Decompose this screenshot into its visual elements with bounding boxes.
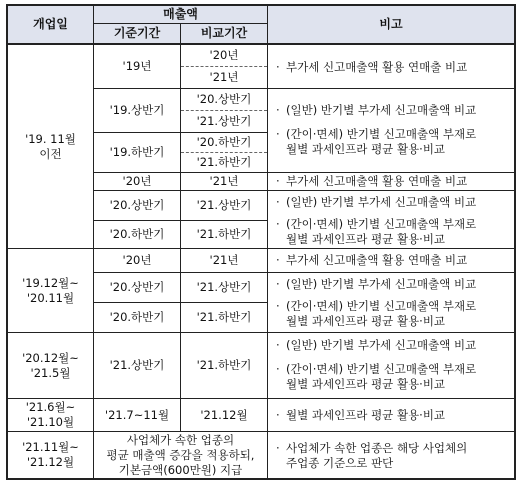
remark-text: 부가세 신고매출액 활용 연매출 비교 <box>286 60 468 74</box>
bullet: · <box>276 362 280 376</box>
compare-period-cell: '21.하반기 <box>196 155 252 169</box>
compare-period-cell: '20.상반기 <box>196 92 252 106</box>
remark-text: (간이·면세) 반기별 신고매출액 부재로 월별 과세인프라 평균 활용·비교 <box>286 217 477 246</box>
remark-text: (일반) 반기별 부가세 신고매출액 비교 <box>286 103 477 117</box>
bullet: · <box>276 174 280 188</box>
remark-item <box>276 362 476 392</box>
base-period-cell: '20년 <box>122 253 152 267</box>
bullet: · <box>276 441 280 455</box>
remark-item <box>276 103 476 118</box>
bullet: · <box>276 408 280 422</box>
remark-item <box>276 441 467 471</box>
compare-period-cell: '21.상반기 <box>196 114 252 128</box>
remark-item <box>276 174 467 189</box>
bullet: · <box>276 127 280 141</box>
header-open-date: 개업일 <box>33 17 68 31</box>
remark-item <box>276 277 476 292</box>
compare-period-cell: '21.하반기 <box>196 358 252 372</box>
bullet: · <box>276 338 280 352</box>
bullet: · <box>276 195 280 209</box>
remark-item <box>276 217 476 247</box>
bullet: · <box>276 217 280 231</box>
compare-period-cell: '21.하반기 <box>196 227 252 241</box>
compare-period-cell: '21년 <box>209 70 239 84</box>
open-date-group: '21.6월~ '21.10월 <box>25 400 76 429</box>
bullet: · <box>276 299 280 313</box>
base-period-cell: '20.하반기 <box>109 227 165 241</box>
remark-text: 월별 과세인프라 평균 활용·비교 <box>286 408 446 422</box>
compare-period-cell: '21년 <box>209 174 239 188</box>
remark-text: (간이·면세) 반기별 신고매출액 부재로 월별 과세인프라 평균 활용·비교 <box>286 299 477 328</box>
bullet: · <box>276 103 280 117</box>
base-period-cell: '21.상반기 <box>109 358 165 372</box>
open-date-group: '19.12월~ '20.11월 <box>22 275 79 305</box>
open-date-group: '21.11월~ '21.12월 <box>22 440 79 469</box>
open-date-group: '20.12월~ '21.5월 <box>22 350 79 380</box>
bullet: · <box>276 277 280 291</box>
remark-text: (간이·면세) 반기별 신고매출액 부재로 월별 과세인프라 평균 활용·비교 <box>286 362 477 391</box>
remark-item <box>276 127 476 157</box>
header-remarks: 비고 <box>379 17 403 31</box>
base-period-cell: '21.7~11월 <box>104 407 170 422</box>
remark-item <box>276 195 476 210</box>
remark-item <box>276 408 445 423</box>
remark-item <box>276 338 476 353</box>
base-period-cell: '20.상반기 <box>109 198 165 212</box>
remark-text: 부가세 신고매출액 활용 연매출 비교 <box>286 174 468 188</box>
revenue-comparison-table <box>6 4 516 480</box>
compare-period-cell: '21.하반기 <box>196 310 252 324</box>
compare-period-cell: '20년 <box>209 48 239 62</box>
remark-text: 부가세 신고매출액 활용 연매출 비교 <box>286 253 468 267</box>
compare-period-cell: '20.하반기 <box>196 135 252 149</box>
header-base-period: 기준기간 <box>113 26 161 40</box>
compare-period-cell: '21.12월 <box>200 407 248 422</box>
bullet: · <box>276 60 280 74</box>
bullet: · <box>276 253 280 267</box>
base-period-cell: '19.하반기 <box>109 145 165 159</box>
compare-period-cell: '21.상반기 <box>196 198 252 212</box>
remark-item <box>276 253 467 268</box>
remark-text: 사업체가 속한 업종은 해당 사업체의 주업종 기준으로 판단 <box>286 441 468 470</box>
remark-item <box>276 299 476 329</box>
compare-period-cell: '21.상반기 <box>196 280 252 294</box>
remark-text: (일반) 반기별 부가세 신고매출액 비교 <box>286 338 477 352</box>
remark-text: (간이·면세) 반기별 신고매출액 부재로 월별 과세인프라 평균 활용·비교 <box>286 127 477 156</box>
compare-period-cell: '21년 <box>209 253 239 267</box>
base-period-cell: '19년 <box>122 59 152 73</box>
remark-text: (일반) 반기별 부가세 신고매출액 비교 <box>286 195 477 209</box>
header-revenue: 매출액 <box>163 7 198 21</box>
open-date-group: '19. 11월 이전 <box>25 131 76 161</box>
header-compare-period: 비교기간 <box>200 26 248 40</box>
base-period-cell: '19.상반기 <box>109 103 165 117</box>
base-period-cell: '20.상반기 <box>109 280 165 294</box>
remark-item <box>276 60 467 75</box>
remark-text: (일반) 반기별 부가세 신고매출액 비교 <box>286 277 477 291</box>
base-period-cell: '20.하반기 <box>109 310 165 324</box>
base-period-merged-cell: 사업체가 속한 업종의 평균 매출액 증감을 적용하되, 기본금액(600만원) 지급 <box>106 432 255 477</box>
base-period-cell: '20년 <box>122 174 152 188</box>
